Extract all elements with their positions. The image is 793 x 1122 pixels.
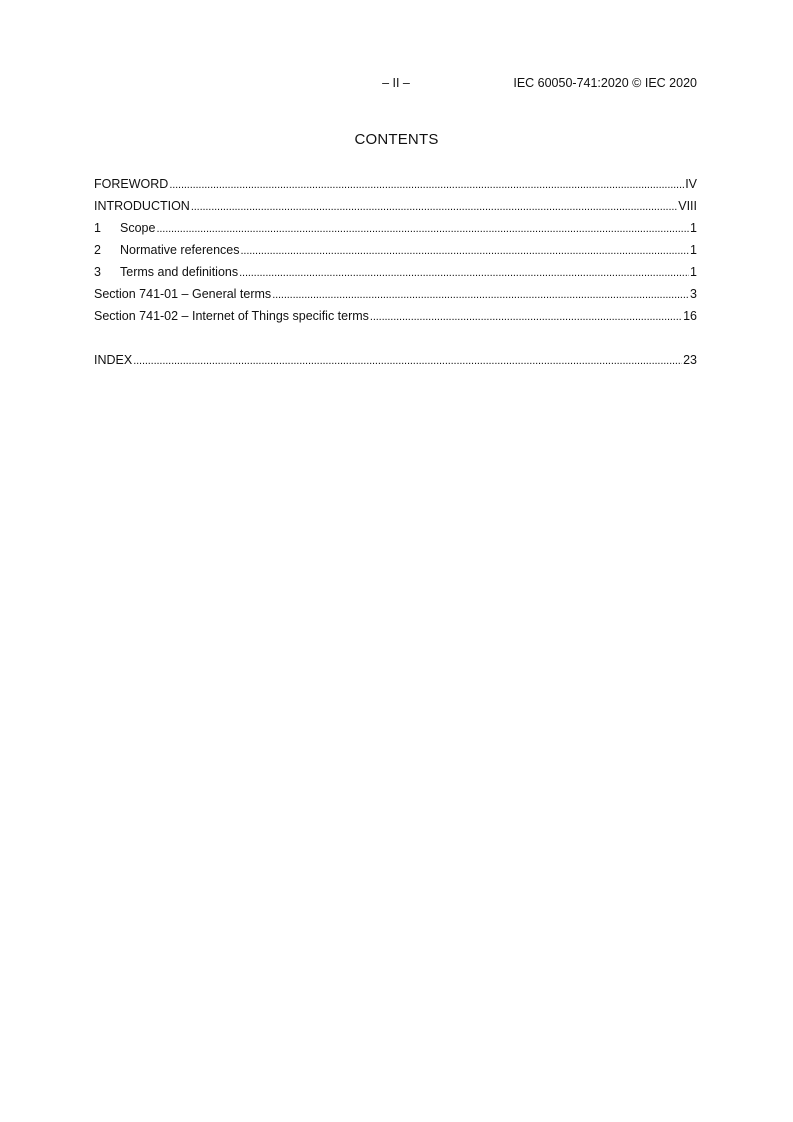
- toc-entry-scope[interactable]: [94, 221, 697, 243]
- toc-page: VIII: [678, 199, 697, 213]
- toc-entry-foreword[interactable]: [94, 177, 697, 199]
- toc-number: 2: [94, 243, 101, 257]
- toc-page: 1: [690, 243, 697, 257]
- toc-label: Scope: [120, 221, 156, 235]
- dot-leader: [370, 309, 682, 323]
- toc-entry-section-741-01[interactable]: [94, 287, 697, 309]
- page-title: CONTENTS: [354, 131, 439, 148]
- toc-label: INTRODUCTION: [94, 199, 190, 213]
- toc-page: 3: [690, 287, 697, 301]
- toc-label: INDEX: [94, 353, 133, 367]
- dot-leader: [156, 221, 689, 235]
- toc-entry-section-741-02[interactable]: [94, 309, 697, 331]
- dot-leader: [191, 199, 677, 213]
- toc-label: Section 741-02 – Internet of Things specific terms: [94, 309, 369, 323]
- toc-label: Section 741-01 – General terms: [94, 287, 272, 301]
- toc-label: Terms and definitions: [120, 265, 239, 279]
- dot-leader: [272, 287, 689, 301]
- dot-leader: [169, 177, 684, 191]
- toc-page: IV: [685, 177, 697, 191]
- table-of-contents: [94, 177, 697, 331]
- toc-page: 23: [683, 353, 697, 367]
- toc-page: 1: [690, 221, 697, 235]
- toc-label: Normative references: [120, 243, 240, 257]
- toc-entry-normative-references[interactable]: [94, 243, 697, 265]
- toc-label: FOREWORD: [94, 177, 169, 191]
- dot-leader: [239, 265, 689, 279]
- toc-entry-introduction[interactable]: [94, 199, 697, 221]
- toc-number: 1: [94, 221, 101, 235]
- toc-page: 1: [690, 265, 697, 279]
- dot-leader: [133, 353, 682, 367]
- toc-page: 16: [683, 309, 697, 323]
- toc-number: 3: [94, 265, 101, 279]
- table-of-contents-index: [94, 353, 697, 375]
- dot-leader: [241, 243, 690, 257]
- toc-entry-index[interactable]: [94, 353, 697, 375]
- toc-entry-terms-and-definitions[interactable]: [94, 265, 697, 287]
- document-reference: IEC 60050-741:2020 © IEC 2020: [513, 76, 697, 90]
- page-number: – II –: [382, 76, 410, 90]
